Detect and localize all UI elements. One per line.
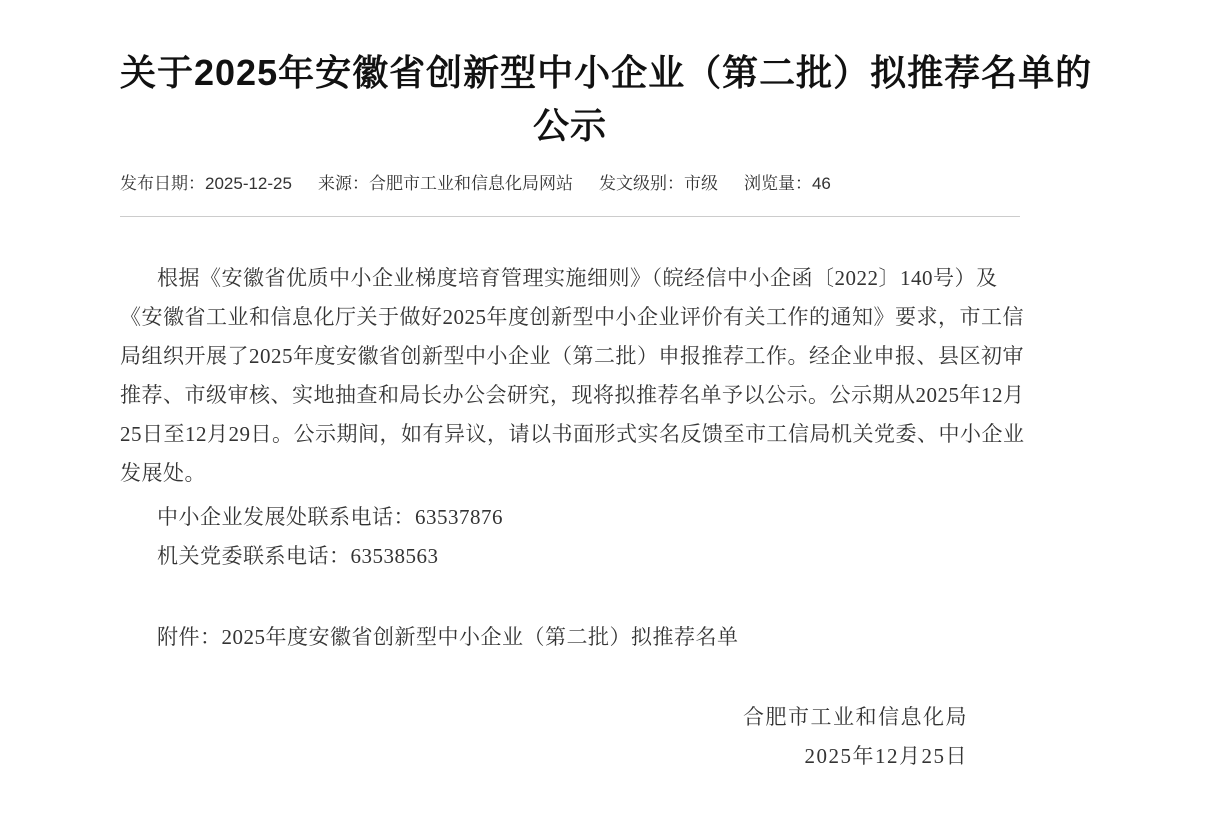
publish-date-value: 2025-12-25 [205,174,292,193]
source [318,170,573,198]
doc-level [599,170,718,198]
view-count-label: 浏览量： [743,174,812,193]
source-value: 合肥市工业和信息化局网站 [368,174,573,193]
attachment-section [120,618,1020,657]
main-paragraph [120,259,1025,493]
article-body [120,259,1025,776]
contact-phone-party-committee: 机关党委联系电话：63538563 [157,544,439,568]
paragraph-line: 根据《安徽省优质中小企业梯度培育管理实施细则》（皖经信中小企函〔2022〕140号）及 [157,266,998,290]
announcement-page [120,0,1093,816]
signature-org-name: 合肥市工业和信息化局 [743,705,968,729]
doc-level-label: 发文级别： [598,174,684,193]
source-label: 来源： [317,174,369,193]
publish-date [120,170,292,198]
view-count [744,170,831,198]
paragraph-line: 25日至12月29日。公示期间，如有异议，请以书面形式实名反馈至市工信局机关党委、中小企业 [120,422,1025,446]
page-title [120,46,1093,152]
doc-level-value: 市级 [683,174,718,193]
page-title-line-1: 关于2025年安徽省创新型中小企业（第二批）拟推荐名单的 [120,52,1093,93]
signature-block [120,698,1020,776]
paragraph-line: 发展处。 [120,461,206,485]
article-meta-row [120,170,1020,217]
bottom-spacer [120,776,1020,816]
publish-date-label: 发布日期： [120,174,205,193]
contact-info [120,498,1020,576]
view-count-value: 46 [811,174,831,193]
paragraph-line: 局组织开展了2025年度安徽省创新型中小企业（第二批）申报推荐工作。经企业申报、县区初审 [120,344,1024,368]
paragraph-line: 推荐、市级审核、实地抽查和局长办公会研究，现将拟推荐名单予以公示。公示期从2025年12月 [120,383,1025,407]
signature-date: 2025年12月25日 [804,744,968,768]
page-title-line-2: 公示 [532,105,607,146]
paragraph-line: 《安徽省工业和信息化厅关于做好2025年度创新型中小企业评价有关工作的通知》要求，市工信 [120,305,1024,329]
contact-phone-sme-division: 中小企业发展处联系电话：63537876 [157,505,503,529]
attachment-link[interactable]: 附件：2025年度安徽省创新型中小企业（第二批）拟推荐名单 [157,625,739,649]
